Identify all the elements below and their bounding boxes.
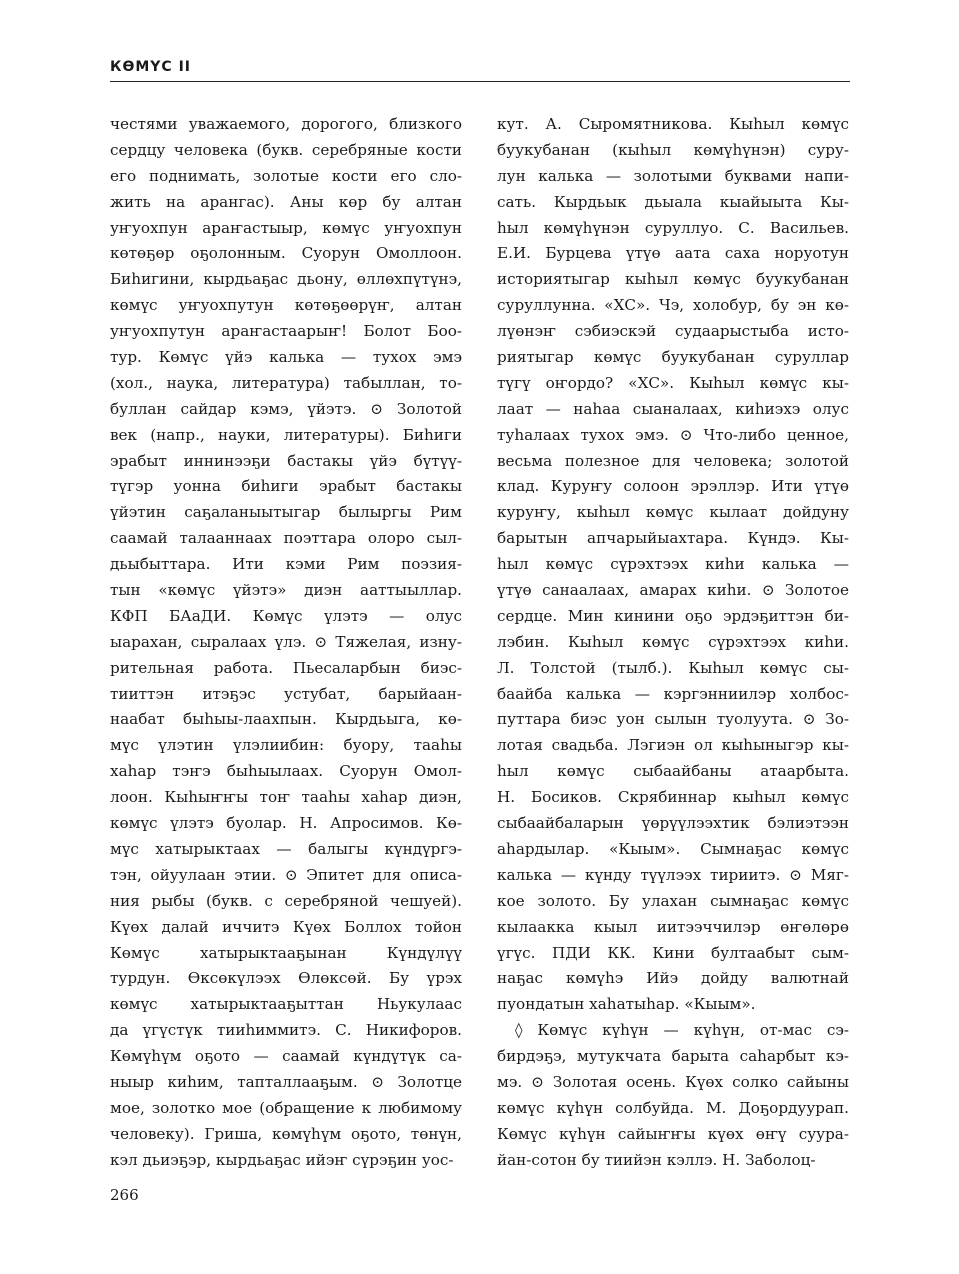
text-line: туһалаах тухох эмэ. ⊙ Что-либо ценное, — [497, 425, 849, 444]
text-line: буукубанан (кыһыл көмүһүнэн) суру- — [497, 140, 849, 159]
text-line: Көмүһүм оҕото — саамай күндүтүк са- — [110, 1047, 462, 1066]
text-line: рительная работа. Пьесаларбын биэс- — [110, 658, 462, 677]
text-line: мүс үлэтин үлэлиибин: буору, тааһы — [110, 736, 462, 755]
running-header-title: КӨМҮС II — [110, 59, 191, 75]
text-line: көмүс үлэтэ буолар. Н. Апросимов. Кө- — [110, 814, 462, 833]
text-line: уҥуохпун араҥастыыр, көмүс уҥуохпун — [110, 218, 462, 237]
text-line: түгэр уонна биһиги эрабыт бастакы — [110, 477, 462, 496]
text-line: Е.И. Бурцева үтүө аата саха норуотун — [497, 244, 849, 263]
text-line: ыарахан, сыралаах үлэ. ⊙ Тяжелая, изну- — [110, 632, 462, 651]
text-line: ныыр киһим, тапталлааҕым. ⊙ Золотце — [110, 1072, 462, 1091]
text-line: кэл дьиэҕэр, кырдьаҕас ийэҥ сүрэҕин уос- — [110, 1150, 454, 1169]
text-line: сердце. Мин кинини оҕо эрдэҕиттэн би- — [497, 606, 849, 625]
text-line: век (напр., науки, литературы). Биһиги — [110, 425, 462, 444]
text-line: куруҥу, кыһыл көмүс кылаат дойдуну — [497, 503, 849, 522]
text-line: баайба калька — кэргэнниилэр холбос- — [497, 684, 849, 703]
text-line: кут. А. Сыромятникова. Кыһыл көмүс — [497, 115, 849, 133]
text-line: барытын апчарыйыахтара. Күндэ. Кы- — [497, 529, 849, 548]
text-line: көмүс уҥуохпутун көтөҕөөрүҥ, алтан — [110, 296, 462, 315]
text-line: калька — күнду түүлээх тириитэ. ⊙ Мяг- — [497, 865, 849, 884]
text-line: тэн, ойуулаан этии. ⊙ Эпитет для описа- — [110, 865, 462, 884]
text-line: көтөҕөр оҕолонным. Суорун Омоллоон. — [110, 244, 462, 263]
text-line: ния рыбы (букв. с серебряной чешуей). — [110, 891, 462, 910]
text-line: буллан сайдар кэмэ, үйэтэ. ⊙ Золотой — [110, 399, 462, 418]
text-line: лаат — наһаа сыаналаах, киһиэхэ олус — [497, 399, 849, 418]
text-line: дьыбыттара. Ити кэми Рим поэзия- — [110, 555, 462, 574]
text-line: жить на арангас). Аны көр бу алтан — [110, 192, 462, 211]
text-line: КФП БАаДИ. Көмүс үлэтэ — олус — [110, 606, 462, 625]
text-line: лүөнэҥ сэбиэскэй судаарыстыба исто- — [497, 322, 849, 341]
text-line: тур. Көмүс үйэ калька — тухох эмэ — [110, 348, 462, 367]
text-line: весьма полезное для человека; золотой — [497, 451, 849, 470]
text-line: ◊ Көмүс күһүн — күһүн, от-мас сэ- — [515, 1021, 849, 1040]
text-line: суруллунна. «ХС». Чэ, холобур, бу эн кө- — [497, 296, 849, 315]
text-line: түгү оҥордо? «ХС». Кыһыл көмүс кы- — [497, 373, 849, 392]
text-line: үйэтин саҕаланыытыгар былыргы Рим — [110, 503, 462, 522]
text-line: Н. Босиков. Скрябиннар кыһыл көмүс — [497, 788, 849, 807]
text-line: мое, золотко мое (обращение к любимому — [110, 1098, 462, 1117]
text-line: честями уважаемого, дорогого, близкого — [110, 115, 462, 133]
text-line: һыл көмүс сүрэхтээх киһи калька — — [497, 555, 849, 574]
text-line: аһардылар. «Кыым». Сымнаҕас көмүс — [497, 839, 849, 858]
text-line: Л. Толстой (тылб.). Кыһыл көмүс сы- — [497, 658, 849, 677]
text-line: наабат быһыы-лаахпын. Кырдьыга, кө- — [110, 710, 462, 729]
text-line: уҥуохпутун араҥастаарыҥ! Болот Боо- — [110, 322, 462, 341]
text-line: лоон. Кыһыҥҥы тоҥ тааһы хаһар диэн, — [110, 788, 462, 807]
text-line: пуондатын хаһатыһар. «Кыым». — [497, 995, 756, 1014]
left-column — [110, 112, 462, 1174]
text-line: Күөх далай иччитэ Күөх Боллох тойон — [110, 917, 462, 936]
right-column — [497, 112, 849, 1174]
text-line: Көмүс хатырыктааҕынан Күндүлүү — [110, 943, 462, 962]
text-line: лэбин. Кыһыл көмүс сүрэхтээх киһи. — [497, 632, 849, 651]
text-line: наҕас көмүһэ Ийэ дойду валютнай — [497, 969, 849, 988]
text-line: да үгүстүк тииһиммитэ. С. Никифоров. — [110, 1021, 462, 1040]
text-line: кое золото. Бу улахан сымнаҕас көмүс — [497, 891, 849, 910]
text-line: хаһар тэҥэ быһыылаах. Суорун Омол- — [110, 762, 462, 781]
text-line: көмүс хатырыктааҕыттан Ньукулаас — [110, 995, 462, 1014]
text-line: һыл көмүһүнэн суруллуо. С. Васильев. — [497, 218, 849, 237]
text-line: мүс хатырыктаах — балыгы күндүргэ- — [110, 839, 462, 858]
text-line: клад. Куруҥу солоон эрэллэр. Ити үтүө — [497, 477, 849, 496]
text-line: эрабыт иннинээҕи бастакы үйэ бүтүү- — [110, 451, 462, 470]
text-line: тын «көмүс үйэтэ» диэн ааттыыллар. — [110, 581, 462, 600]
text-line: лотая свадьба. Лэгиэн ол кыһыныгэр кы- — [497, 736, 849, 755]
text-line: его поднимать, золотые кости его сло- — [110, 166, 462, 185]
text-line: сать. Кырдьык дьыала кыайыыта Кы- — [497, 192, 849, 211]
running-header — [110, 56, 850, 82]
text-line: йан-сотон бу тиийэн кэллэ. Н. Заболоц- — [497, 1150, 816, 1169]
text-line: бирдэҕэ, мутукчата барыта саһарбыт кэ- — [497, 1047, 849, 1066]
text-line: историятыгар кыһыл көмүс буукубанан — [497, 270, 849, 289]
text-line: кылаакка кыыл иитээччилэр өҥөлөрө — [497, 917, 849, 936]
text-line: сыбаайбаларын үөрүүлээхтик бэлиэтээн — [497, 814, 849, 833]
text-line: саамай талааннаах поэттара олоро сыл- — [110, 529, 462, 548]
text-line: (хол., наука, литература) табыллан, то- — [110, 373, 462, 392]
text-line: һыл көмүс сыбаайбаны атаарбыта. — [497, 762, 849, 781]
page-number: 266 — [110, 1186, 139, 1204]
text-line: көмүс күһүн солбуйда. М. Доҕордуурап. — [497, 1098, 849, 1117]
text-line: сердцу человека (букв. серебряные кости — [110, 140, 462, 159]
text-line: тииттэн итэҕэс устубат, барыйаан- — [110, 684, 462, 703]
text-line: человеку). Гриша, көмүһүм оҕото, төнүн, — [110, 1124, 462, 1143]
text-line: риятыгар көмүс буукубанан суруллар — [497, 348, 849, 367]
text-line: үтүө санаалаах, амарах киһи. ⊙ Золотое — [497, 581, 849, 600]
text-line: үгүс. ПДИ КК. Кини бултаабыт сым- — [497, 943, 849, 962]
text-line: лун калька — золотыми буквами напи- — [497, 166, 849, 185]
text-line: турдун. Өксөкүлээх Өлөксөй. Бу үрэх — [110, 969, 462, 988]
text-line: Биһигини, кырдьаҕас дьону, өллөхпүтүнэ, — [110, 270, 462, 289]
text-line: мэ. ⊙ Золотая осень. Күөх солко сайыны — [497, 1072, 849, 1091]
text-line: путтара биэс уон сылын туолуута. ⊙ Зо- — [497, 710, 849, 729]
text-line: Көмүс күһүн сайыҥҥы күөх өҥү суура- — [497, 1124, 849, 1143]
